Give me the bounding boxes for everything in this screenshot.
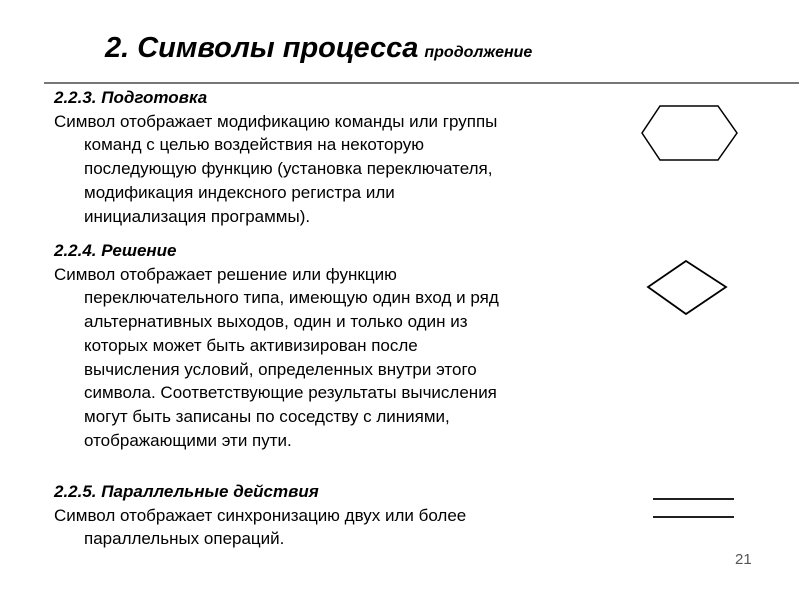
title-subtitle: продолжение xyxy=(424,44,533,61)
section-heading: 2.2.3. Подготовка xyxy=(54,88,208,107)
title-divider xyxy=(44,82,799,84)
section-text: Символ отображает синхронизацию двух или более параллельных операций. xyxy=(54,505,467,549)
title-main: 2. Символы процесса xyxy=(105,32,419,64)
section-decision xyxy=(54,239,594,452)
hexagon-preparation-symbol xyxy=(640,104,740,164)
page-number: 21 xyxy=(735,551,752,568)
section-heading: 2.2.4. Решение xyxy=(54,241,177,260)
section-text: Символ отображает решение или функцию переключательного типа, имеющую один вход и ряд альтернативных выходов, один и только один из которых может быть активизирован после вычисления условий, определенных внутри этого символа. Соответствующие результаты вычисления могут быть записаны по соседству с линиями, отображающими эти пути. xyxy=(54,264,499,450)
section-text: Символ отображает модификацию команды или группы команд с целью воздействия на некоторую последующую функцию (установка переключателя, модификация индексного регистра или инициализация программы). xyxy=(54,111,498,226)
section-heading: 2.2.5. Параллельные действия xyxy=(54,482,319,501)
section-preparation xyxy=(54,86,594,228)
slide-title xyxy=(105,32,532,65)
section-parallel-actions xyxy=(54,480,594,551)
parallel-lines-symbol xyxy=(652,493,737,523)
diamond-decision-symbol xyxy=(645,259,735,319)
